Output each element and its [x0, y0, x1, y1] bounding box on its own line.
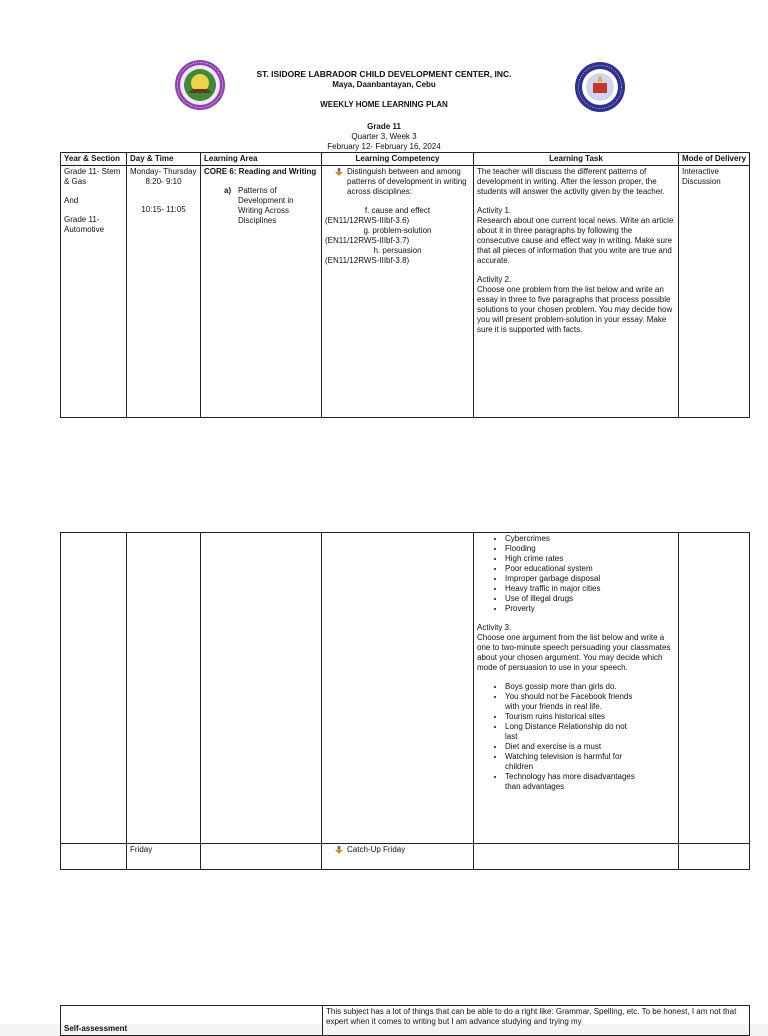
list-item: • Heavy traffic in major cities	[505, 584, 675, 594]
table-row	[61, 166, 750, 418]
school-address: Maya, Daanbantayan, Cebu	[332, 80, 436, 89]
table-row	[61, 844, 750, 870]
topic-title: Patterns of Development in Writing Across Disciplines	[238, 186, 294, 225]
day-range: Monday- Thursday	[130, 167, 197, 176]
activity-3-text: Choose one argument from the list below and write a one to two-minute speech persuading your classmates about your chosen argument. You may decide which mode of persuasion to use in your speech.	[477, 633, 671, 672]
activity-2-text: Choose one problem from the list below and write an essay in three to five paragraphs that process possible solutions to your chosen problem. You may decide how you will present problem-solution in your essay. Make sure it is supported with facts.	[477, 285, 673, 334]
learning-task-cell	[474, 166, 679, 418]
competency-h-code: (EN11/12RWS-IIIbf-3.8)	[325, 256, 410, 265]
learning-area-cell	[201, 166, 322, 418]
date-range: February 12- February 16, 2024	[327, 142, 441, 151]
column-header-day-time: Day & Time	[127, 153, 201, 166]
list-item: • Cybercrimes	[505, 534, 675, 544]
activity-3-title: Activity 3.	[477, 623, 512, 632]
self-assessment-label: Self-assessment	[61, 1006, 323, 1036]
problem-list	[477, 534, 675, 614]
year-section-automotive: Grade 11- Automotive	[64, 215, 105, 234]
competency-item: Distinguish between and among patterns of development in writing across disciplines:	[325, 167, 470, 197]
list-item: • Flooding	[505, 544, 675, 554]
year-section-cell	[61, 166, 127, 418]
list-item: • You should not be Facebook friends with your friends in real life.	[505, 692, 635, 712]
year-section-and: And	[64, 196, 79, 205]
self-assessment-text: This subject has a lot of things that can be able to do a right like: Grammar, Spelling, etc. To be honest, I am not that expert when it comes to writing but I am advance studying and trying my	[323, 1006, 750, 1036]
table-header-row	[61, 153, 750, 166]
subject-title: CORE 6: Reading and Writing	[204, 167, 317, 176]
list-item: • Use of illegal drugs	[505, 594, 675, 604]
column-header-learning-competency: Learning Competency	[322, 153, 474, 166]
arrow-bullet-icon	[335, 846, 343, 854]
learning-plan-table	[60, 152, 750, 418]
list-item: • Watching television is harmful for children	[505, 752, 635, 772]
arrow-bullet-icon	[335, 168, 343, 176]
learning-competency-cell	[322, 166, 474, 418]
learning-plan-table-continued	[60, 532, 750, 870]
list-item: • Diet and exercise is a must	[505, 742, 635, 752]
school-name: ST. ISIDORE LABRADOR CHILD DEVELOPMENT CENTER, INC.	[256, 69, 512, 79]
competency-h: h. persuasion	[373, 246, 422, 255]
plan-title: WEEKLY HOME LEARNING PLAN	[320, 100, 448, 109]
list-item: • Poor educational system	[505, 564, 675, 574]
activity-2-title: Activity 2.	[477, 275, 512, 284]
learning-task-cell	[474, 533, 679, 844]
list-item: • High crime rates	[505, 554, 675, 564]
column-header-mode-of-delivery: Mode of Delivery	[679, 153, 750, 166]
task-intro: The teacher will discuss the different patterns of development in writing. After the lesson proper, the students will answer the activity given by the teacher.	[477, 167, 665, 196]
list-item: • Technology has more disadvantages than advantages	[505, 772, 635, 792]
topic-marker: a)	[224, 186, 232, 195]
list-item: • Proverty	[505, 604, 675, 614]
competency-f: f. cause and effect	[364, 206, 431, 215]
self-assessment-table	[60, 1005, 750, 1036]
mode-of-delivery: Interactive Discussion	[682, 167, 721, 186]
competency-item: Catch-Up Friday	[325, 845, 470, 855]
column-header-learning-area: Learning Area	[201, 153, 322, 166]
activity-1-text: Research about one current local news. Write an article about it in three paragraphs by following the consecutive cause and effect way in writing. Make sure that all pieces of information that you write are true and accurate.	[477, 216, 674, 265]
argument-list	[477, 682, 675, 792]
quarter-week: Quarter 3, Week 3	[351, 132, 417, 141]
competency-cell-friday	[322, 844, 474, 870]
mode-of-delivery-cell	[679, 166, 750, 418]
column-header-learning-task: Learning Task	[474, 153, 679, 166]
table-row	[61, 1006, 750, 1036]
grade-level: Grade 11	[367, 122, 401, 131]
year-section-stem-gas: Grade 11- Stem & Gas	[64, 167, 121, 186]
list-item: • Tourism ruins historical sites	[505, 712, 635, 722]
list-item: • Improper garbage disposal	[505, 574, 675, 584]
time-slot-2: 10:15- 11:05	[141, 205, 186, 214]
activity-1-title: Activity 1.	[477, 206, 512, 215]
list-item: • Boys gossip more than girls do.	[505, 682, 635, 692]
list-item: • Long Distance Relationship do not last	[505, 722, 635, 742]
day-time-cell	[127, 166, 201, 418]
competency-g-code: (EN11/12RWS-IIIbf-3.7)	[325, 236, 410, 245]
time-slot-1: 8:20- 9:10	[145, 177, 182, 186]
table-row	[61, 533, 750, 844]
competency-g: g. problem-solution	[363, 226, 432, 235]
column-header-year-section: Year & Section	[61, 153, 127, 166]
competency-f-code: (EN11/12RWS-IIIbf-3.6)	[325, 216, 410, 225]
day-cell-friday: Friday	[127, 844, 201, 870]
